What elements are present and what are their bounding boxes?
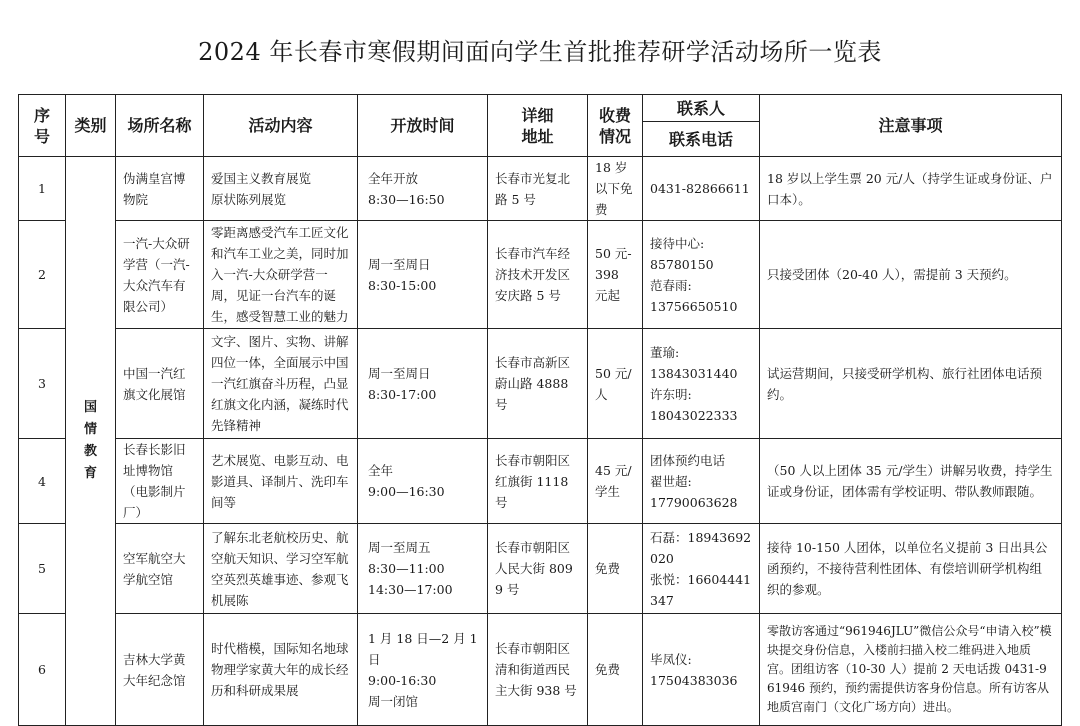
- cell-venue: 伪满皇宫博物院: [116, 157, 204, 221]
- cell-activity: 了解东北老航校历史、航空航天知识、学习空军航空英烈英雄事迹、参观飞机展陈: [204, 524, 358, 614]
- header-venue: 场所名称: [116, 95, 204, 157]
- cell-activity: 艺术展览、电影互动、电影道具、译制片、洗印车间等: [204, 439, 358, 524]
- cell-notes: 只接受团体（20-40 人），需提前 3 天预约。: [760, 221, 1062, 329]
- header-category: 类别: [66, 95, 116, 157]
- cell-venue: 空军航空大学航空馆: [116, 524, 204, 614]
- cell-contact: 石磊：18943692020 张悦：16604441347: [643, 524, 760, 614]
- header-hours: 开放时间: [358, 95, 488, 157]
- cell-fee: 免费: [588, 524, 643, 614]
- cell-address: 长春市汽车经济技术开发区安庆路 5 号: [488, 221, 588, 329]
- cell-address: 长春市朝阳区清和街道西民主大街 938 号: [488, 614, 588, 726]
- cell-address: 长春市光复北路 5 号: [488, 157, 588, 221]
- cell-fee: 18 岁以下免费: [588, 157, 643, 221]
- cell-activity: 爱国主义教育展览 原状陈列展览: [204, 157, 358, 221]
- table-row: [19, 614, 1062, 726]
- table-row: [19, 524, 1062, 614]
- cell-category: 国情教育: [66, 157, 116, 726]
- cell-fee: 50 元-398 元起: [588, 221, 643, 329]
- header-address: 详细地址: [488, 95, 588, 157]
- header-notes: 注意事项: [760, 95, 1062, 157]
- table-header-row: [19, 95, 1062, 122]
- page-title: 2024 年长春市寒假期间面向学生首批推荐研学活动场所一览表: [198, 38, 882, 66]
- cell-seq: 2: [19, 221, 66, 329]
- header-contact-phone: 联系电话: [643, 122, 760, 157]
- cell-venue: 一汽-大众研学营（一汽-大众汽车有限公司）: [116, 221, 204, 329]
- cell-notes: 18 岁以上学生票 20 元/人（持学生证或身份证、户口本）。: [760, 157, 1062, 221]
- cell-hours: 1 月 18 日—2 月 1 日 9:00-16:30 周一闭馆: [358, 614, 488, 726]
- cell-seq: 3: [19, 329, 66, 439]
- cell-activity: 时代楷模，国际知名地球物理学家黄大年的成长经历和科研成果展: [204, 614, 358, 726]
- cell-hours: 周一至周日 8:30-15:00: [358, 221, 488, 329]
- cell-seq: 1: [19, 157, 66, 221]
- cell-venue: 长春长影旧址博物馆（电影制片厂）: [116, 439, 204, 524]
- cell-contact: 毕凤仪: 17504383036: [643, 614, 760, 726]
- cell-seq: 5: [19, 524, 66, 614]
- cell-address: 长春市高新区蔚山路 4888 号: [488, 329, 588, 439]
- cell-activity: 文字、图片、实物、讲解四位一体，全面展示中国一汽红旗奋斗历程，凸显红旗文化内涵，凝练时代先锋精神: [204, 329, 358, 439]
- cell-venue: 吉林大学黄大年纪念馆: [116, 614, 204, 726]
- cell-venue: 中国一汽红旗文化展馆: [116, 329, 204, 439]
- cell-contact: 接待中心: 85780150 范春雨: 13756650510: [643, 221, 760, 329]
- cell-contact: 团体预约电话 翟世超: 17790063628: [643, 439, 760, 524]
- cell-notes: （50 人以上团体 35 元/学生）讲解另收费，持学生证或身份证，团体需有学校证明、带队教师跟随。: [760, 439, 1062, 524]
- table-row: [19, 157, 1062, 221]
- cell-fee: 45 元/学生: [588, 439, 643, 524]
- table-row: [19, 439, 1062, 524]
- table-row: [19, 221, 1062, 329]
- cell-hours: 周一至周日 8:30-17:00: [358, 329, 488, 439]
- header-seq: 序号: [19, 95, 66, 157]
- cell-hours: 全年 9:00—16:30: [358, 439, 488, 524]
- header-activity: 活动内容: [204, 95, 358, 157]
- header-contact-person: 联系人: [643, 95, 760, 122]
- cell-contact: 0431-82866611: [643, 157, 760, 221]
- cell-hours: 周一至周五 8:30—11:00 14:30—17:00: [358, 524, 488, 614]
- cell-seq: 6: [19, 614, 66, 726]
- header-fee: 收费情况: [588, 95, 643, 157]
- table-row: [19, 329, 1062, 439]
- cell-activity: 零距离感受汽车工匠文化和汽车工业之美，同时加入一汽-大众研学营一周，见证一台汽车的诞生，感受智慧工业的魅力: [204, 221, 358, 329]
- cell-fee: 50 元/人: [588, 329, 643, 439]
- cell-notes: 试运营期间，只接受研学机构、旅行社团体电话预约。: [760, 329, 1062, 439]
- cell-address: 长春市朝阳区红旗街 1118 号: [488, 439, 588, 524]
- cell-hours: 全年开放 8:30—16:50: [358, 157, 488, 221]
- cell-address: 长春市朝阳区人民大街 8099 号: [488, 524, 588, 614]
- cell-contact: 董瑜: 13843031440 许东明: 18043022333: [643, 329, 760, 439]
- cell-notes: 接待 10-150 人团体，以单位名义提前 3 日出具公函预约，不接待营利性团体、有偿培训研学机构组织的参观。: [760, 524, 1062, 614]
- cell-notes: 零散访客通过“961946JLU”微信公众号“申请入校”模块提交身份信息，入楼前扫描入校二维码进入地质宫。团组访客（10-30 人）提前 2 天电话拨 0431-961946 预约，预约需提供访客身份信息。所有访客从地质宫南门（文化广场方向）进出。: [760, 614, 1062, 726]
- cell-fee: 免费: [588, 614, 643, 726]
- venue-table: [18, 94, 1062, 726]
- cell-seq: 4: [19, 439, 66, 524]
